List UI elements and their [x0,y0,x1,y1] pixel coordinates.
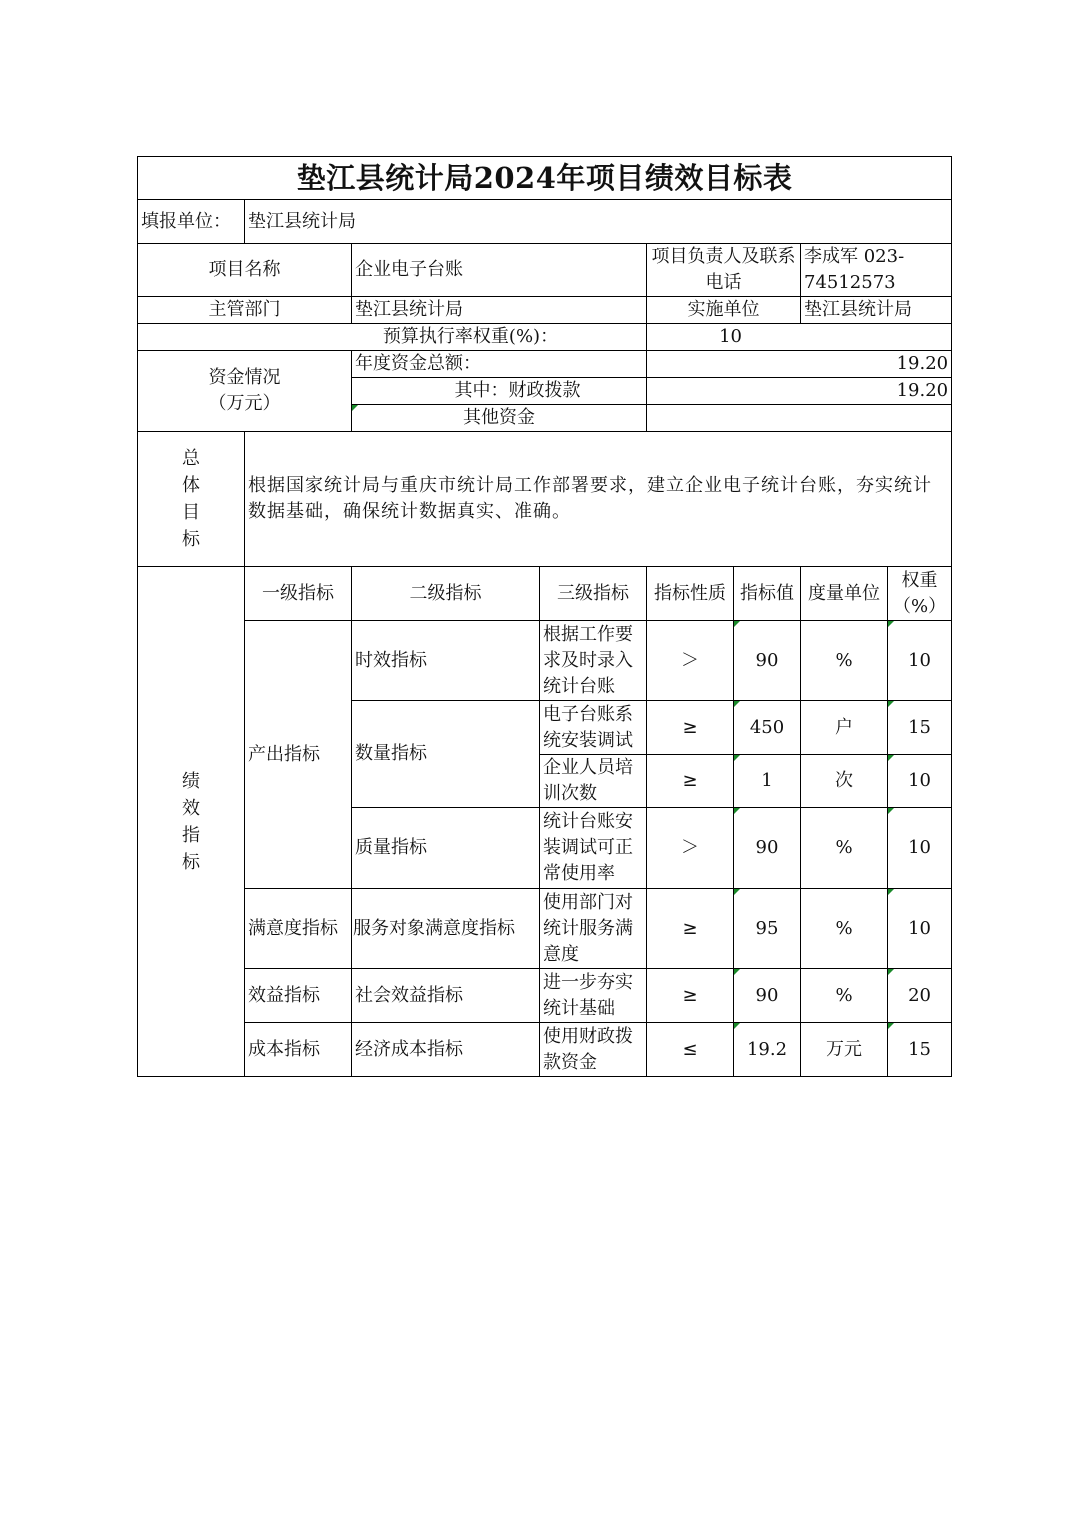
header-value: 指标值 [734,567,801,621]
unit-cell: 户 [801,701,888,755]
value-cell: 1 [734,755,801,808]
indicators-label-char: 绩 [182,770,200,792]
total-funds-label: 年度资金总额： [352,351,647,378]
fiscal-funds-value: 19.20 [647,378,952,405]
supervisor-dept-label: 主管部门 [138,297,352,324]
indicators-label-char: 效 [182,797,200,819]
budget-weight-value: 10 [647,324,952,351]
level3-cell: 使用部门对统计服务满意度 [540,889,647,969]
level1-cell: 效益指标 [245,969,352,1023]
performance-target-sheet [137,156,951,1077]
funds-label-line1: 资金情况 [208,367,281,388]
page-title: 垫江县统计局2024年项目绩效目标表 [138,157,952,200]
nature-cell: ＞ [647,808,734,889]
unit-cell: 次 [801,755,888,808]
goal-label-char: 体 [182,475,200,496]
impl-unit-value: 垫江县统计局 [801,297,952,324]
unit-cell: % [801,969,888,1023]
header-weight: 权重（%） [888,567,952,621]
nature-cell: ≥ [647,969,734,1023]
unit-cell: 万元 [801,1023,888,1077]
other-funds-label: 其他资金 [352,405,647,432]
performance-table [137,156,952,1077]
indicators-label-char: 指 [182,824,200,846]
contact-value: 李成军 023-74512573 [801,244,952,297]
table-row [138,889,952,969]
level3-cell: 企业人员培训次数 [540,755,647,808]
funds-label-line2: （万元） [208,393,281,414]
goal-label-char: 目 [182,502,200,523]
header-level3: 三级指标 [540,567,647,621]
project-name-label: 项目名称 [138,244,352,297]
value-cell: 90 [734,969,801,1023]
value-cell: 450 [734,701,801,755]
project-name-value: 企业电子台账 [352,244,647,297]
header-level2: 二级指标 [352,567,540,621]
level1-cell: 满意度指标 [245,889,352,969]
level2-cell: 经济成本指标 [352,1023,540,1077]
value-cell: 90 [734,808,801,889]
budget-weight-label: 预算执行率权重(%)： [138,324,647,351]
indicators-label [138,567,245,1077]
value-cell: 90 [734,621,801,701]
supervisor-dept-value: 垫江县统计局 [352,297,647,324]
goal-label-char: 标 [182,529,200,550]
table-row [138,969,952,1023]
goal-label-char: 总 [182,448,200,469]
goal-text: 根据国家统计局与重庆市统计局工作部署要求，建立企业电子统计台账，夯实统计数据基础，确保统计数据真实、准确。 [245,432,952,567]
level1-cell: 产出指标 [245,621,352,889]
table-row [138,1023,952,1077]
level1-cell: 成本指标 [245,1023,352,1077]
fiscal-funds-label: 其中：财政拨款 [352,378,647,405]
level2-cell: 质量指标 [352,808,540,889]
table-row [138,621,952,701]
weight-cell: 10 [888,755,952,808]
nature-cell: ≥ [647,889,734,969]
fill-unit-label: 填报单位： [138,200,245,244]
level3-cell: 统计台账安装调试可正常使用率 [540,808,647,889]
indicators-label-char: 标 [182,851,200,873]
weight-cell: 10 [888,889,952,969]
goal-label [138,432,245,567]
level3-cell: 进一步夯实统计基础 [540,969,647,1023]
unit-cell: % [801,621,888,701]
level3-cell: 使用财政拨款资金 [540,1023,647,1077]
level2-cell: 社会效益指标 [352,969,540,1023]
level2-cell: 服务对象满意度指标 [352,889,540,969]
level3-cell: 电子台账系统安装调试 [540,701,647,755]
nature-cell: ≥ [647,701,734,755]
header-nature: 指标性质 [647,567,734,621]
level2-cell: 数量指标 [352,701,540,808]
nature-cell: ＞ [647,621,734,701]
funds-label [138,351,352,432]
nature-cell: ≤ [647,1023,734,1077]
weight-cell: 15 [888,1023,952,1077]
impl-unit-label: 实施单位 [647,297,801,324]
value-cell: 19.2 [734,1023,801,1077]
weight-cell: 15 [888,701,952,755]
header-unit: 度量单位 [801,567,888,621]
fill-unit-value: 垫江县统计局 [245,200,952,244]
unit-cell: % [801,889,888,969]
weight-cell: 20 [888,969,952,1023]
header-level1: 一级指标 [245,567,352,621]
level2-cell: 时效指标 [352,621,540,701]
level3-cell: 根据工作要求及时录入统计台账 [540,621,647,701]
contact-label: 项目负责人及联系电话 [647,244,801,297]
weight-cell: 10 [888,621,952,701]
other-funds-value [647,405,952,432]
total-funds-value: 19.20 [647,351,952,378]
value-cell: 95 [734,889,801,969]
nature-cell: ≥ [647,755,734,808]
weight-cell: 10 [888,808,952,889]
unit-cell: % [801,808,888,889]
